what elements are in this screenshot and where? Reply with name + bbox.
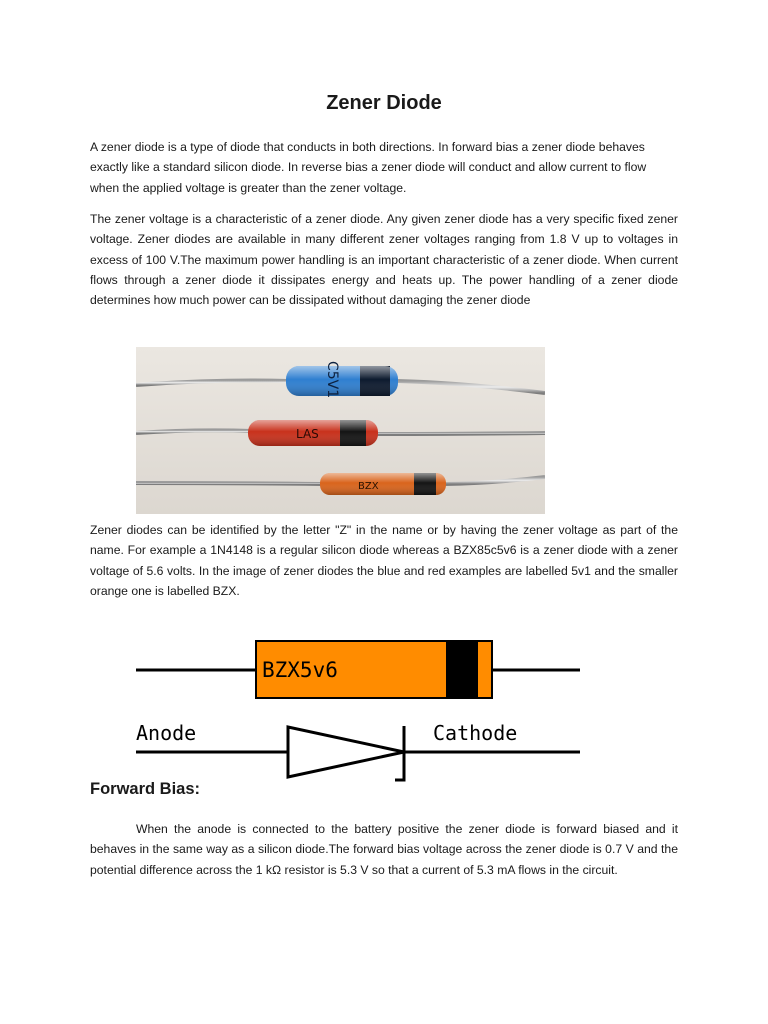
diode-symbol-triangle — [288, 727, 404, 777]
page-title: Zener Diode — [326, 92, 442, 114]
svg-text:C5V1: C5V1 — [324, 361, 340, 399]
component-label: BZX5v6 — [262, 658, 338, 682]
svg-text:BZX: BZX — [358, 481, 379, 492]
identification-paragraph: Zener diodes can be identified by the letter "Z" in the name or by having the zener voltage as part of the name. For example a 1N4148 is a regular silicon diode whereas a BZX85c5v6 is a zener diode with a zener voltage of 5.6 volts. In the image of zener diodes the blue and red examples are labelled 5v1 and the smaller orange one is labelled BZX. — [90, 523, 678, 598]
anode-label: Anode — [136, 721, 197, 745]
zener-voltage-paragraph: The zener voltage is a characteristic of a zener diode. Any given zener diode has a very specific fixed zener voltage. Zener diodes are available in many different zener voltages ranging from 1.8 V up to voltages in excess of 100 V.The maximum power handling is an important characteristic of a zener diode. When current flows through a zener diode it dissipates energy and heats up. The power handling of a zener diode determines how much power can be dissipated without damaging the zener diode — [90, 212, 678, 308]
intro-paragraph: A zener diode is a type of diode that conducts in both directions. In forward bias a zener diode behaves exactly like a standard silicon diode. In reverse bias a zener diode will conduct and allow current to flow when the applied voltage is greater than the zener voltage. — [90, 140, 647, 195]
svg-text:LAS: LAS — [296, 427, 319, 441]
forward-bias-paragraph: When the anode is connected to the battery positive the zener diode is forward biased and it behaves in the same way as a silicon diode.The forward bias voltage across the zener diode is 0.7 V and the potential difference across the 1 kΩ resistor is 5.3 V so that a current of 5.3 mA flows in the circuit. — [90, 822, 678, 877]
cathode-label: Cathode — [433, 721, 518, 745]
cathode-band — [446, 641, 478, 698]
forward-bias-heading: Forward Bias: — [90, 780, 201, 798]
zener-diodes-photo — [136, 347, 545, 514]
zener-diode-diagram — [136, 636, 582, 782]
